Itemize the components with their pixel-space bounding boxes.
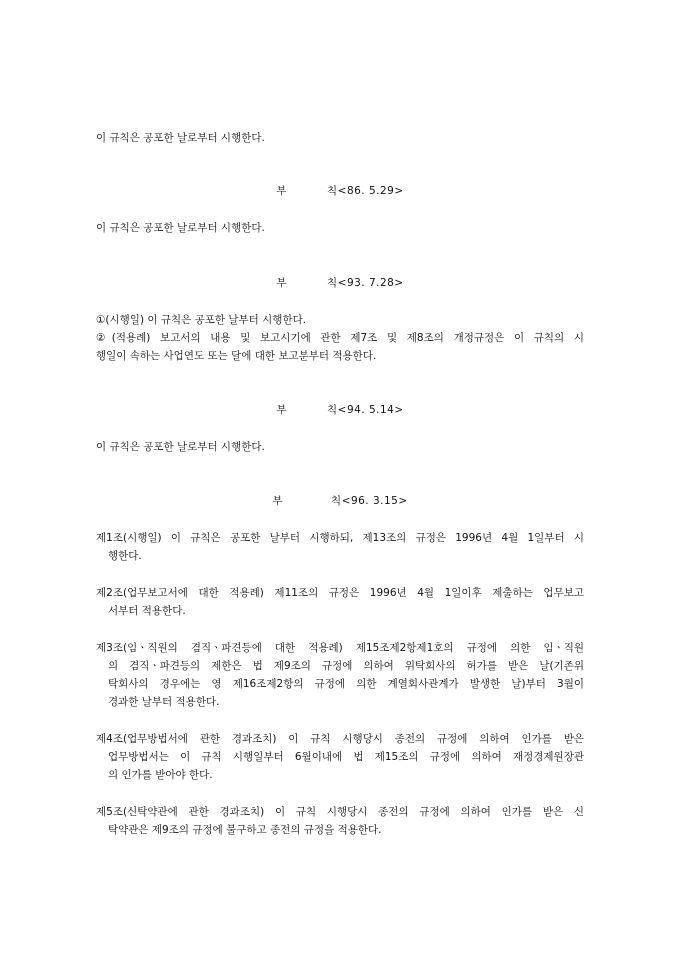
addendum-heading	[0, 494, 680, 508]
article-line: 제3조(임ㆍ직원의 겸직ㆍ파견등에 대한 적용례) 제15조제2항제1호의 규정에 의한 임ㆍ직원	[96, 642, 584, 654]
heading-char-chik-date: 칙<96. 3.15>	[331, 495, 408, 507]
article-line: 업무방법서는 이 규칙 시행일부터 6월이내에 법 제15조의 규정에 의하여 재정경제원장관	[108, 751, 584, 763]
heading-char-chik-date: 칙<93. 7.28>	[327, 277, 404, 289]
addendum-text: 이 규칙은 공포한 날로부터 시행한다.	[96, 132, 265, 144]
paragraph-line: ②(적용례) 보고서의 내용 및 보고시기에 관한 제7조 및 제8조의 개정규정은 이 규칙의 시	[96, 332, 584, 344]
article-line: 탁약관은 제9조의 규정에 불구하고 종전의 규정을 적용한다.	[108, 824, 382, 836]
article-line: 탁회사의 경우에는 영 제16조제2항의 규정에 의한 계열회사관계가 발생한 날)부터 3월이	[108, 678, 584, 690]
article-line: 행한다.	[108, 550, 142, 562]
article-line: 제5조(신탁약관에 관한 경과조치) 이 규칙 시행당시 종전의 규정에 의하여 인가를 받은 신	[96, 806, 584, 818]
heading-char-bu: 부	[276, 277, 287, 289]
article-line: 제1조(시행일) 이 규칙은 공포한 날부터 시행하되, 제13조의 규정은 1996년 4월 1일부터 시	[96, 532, 584, 544]
addendum-heading	[0, 403, 680, 417]
heading-char-bu: 부	[276, 404, 287, 416]
addendum-text: 이 규칙은 공포한 날로부터 시행한다.	[96, 441, 265, 453]
paragraph-line: ①(시행일) 이 규칙은 공포한 날부터 시행한다.	[96, 314, 307, 326]
heading-char-bu: 부	[276, 185, 287, 197]
article-line: 의 인가를 받아야 한다.	[108, 769, 213, 781]
article-line: 제2조(업무보고서에 대한 적용례) 제11조의 규정은 1996년 4월 1일이후 제출하는 업무보고	[96, 587, 584, 599]
article-line: 제4조(업무방법서에 관한 경과조치) 이 규칙 시행당시 종전의 규정에 의하여 인가를 받은	[96, 733, 584, 745]
addendum-text: 이 규칙은 공포한 날로부터 시행한다.	[96, 222, 265, 234]
addendum-heading	[0, 184, 680, 198]
paragraph-line: 행일이 속하는 사업연도 또는 달에 대한 보고분부터 적용한다.	[96, 350, 377, 362]
heading-char-chik-date: 칙<86. 5.29>	[327, 185, 404, 197]
article-line: 서부터 적용한다.	[108, 605, 186, 617]
heading-char-chik-date: 칙<94. 5.14>	[327, 404, 404, 416]
article-line: 경과한 날부터 적용한다.	[108, 696, 220, 708]
article-line: 의 겸직ㆍ파견등의 제한은 법 제9조의 규정에 의하여 위탁회사의 허가를 받은 날(기존위	[108, 660, 584, 672]
heading-char-bu: 부	[272, 495, 283, 507]
addendum-heading	[0, 276, 680, 290]
